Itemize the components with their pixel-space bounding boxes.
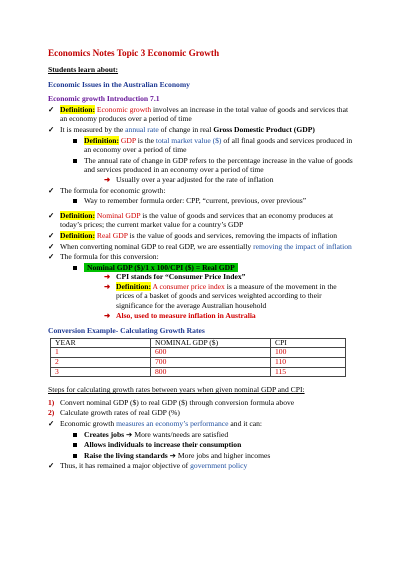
arrow-item-measure-inflation: [48, 311, 356, 321]
bullet-economic-growth-definition: [48, 105, 356, 124]
definition-label: Definition:: [60, 104, 96, 114]
term-removing-inflation: removing the impact of inflation: [253, 241, 352, 251]
text: The formula for this conversion:: [60, 252, 159, 262]
table-row: [51, 348, 346, 358]
arrow-item-cpi-definition: [48, 282, 356, 311]
text: Way to remember formula order: CPP, “current, previous, over previous”: [84, 196, 307, 206]
term-annual-rate: annual rate: [125, 124, 159, 134]
term-performance: measures an economy’s performance: [116, 419, 229, 428]
table-cell: 1: [51, 348, 151, 358]
text: is the value of goods and services that an economy produces at today’s prices; the current market value for a country’s GDP: [60, 210, 334, 230]
square-bullet-icon: [73, 454, 77, 458]
step-1: [48, 398, 356, 408]
table-cell: 115: [271, 367, 346, 377]
arrow-bullet-icon: ➜: [104, 174, 111, 184]
text: When converting nominal GDP to real GDP, we are essentially: [60, 241, 254, 251]
text: is a measure of the movement in the prices of a basket of goods and services weighted according to their significance for the average Australian household: [116, 281, 337, 311]
sub-bullet-gdp-definition: [48, 136, 356, 155]
definition-text: involves an increase in the total value of goods and services that an economy produces over a period of time: [60, 104, 349, 124]
definition-label: Definition:: [84, 135, 120, 145]
text: Economic growth: [60, 419, 117, 428]
table-header-row: [51, 338, 346, 348]
text: and it can:: [228, 419, 263, 428]
text: The annual rate of change in GDP refers to the percentage increase in the value of goods and services produced in an economy over a period of time: [84, 155, 353, 175]
definition-label: Definition:: [60, 210, 96, 220]
term-gdp: Gross Domestic Product (GDP): [213, 124, 315, 134]
text: Creates jobs: [84, 429, 125, 439]
checkmark-icon: ✓: [48, 419, 55, 428]
text: Calculate growth rates of real GDP (%): [60, 408, 180, 418]
square-bullet-icon: [73, 266, 77, 270]
table-cell: 3: [51, 367, 151, 377]
conversion-example-heading: Conversion Example- Calculating Growth Rates: [48, 326, 205, 336]
square-bullet-icon: [73, 433, 77, 437]
square-bullet-icon: [73, 199, 77, 203]
text: ➔ More jobs and higher incomes: [167, 450, 271, 460]
arrow-item-inflation-adjusted: [48, 175, 356, 185]
sub-bullet-formula: [48, 263, 356, 273]
gdp-cpi-table: [50, 338, 346, 377]
section-heading-growth: Economic growth Introduction 7.1: [48, 94, 160, 104]
checkmark-icon: ✓: [48, 252, 55, 262]
arrow-item-cpi: [48, 272, 356, 282]
text: It is measured by the: [60, 124, 126, 134]
table-cell: 700: [151, 358, 271, 368]
text: is the value of goods and services, removing the impacts of inflation: [127, 230, 338, 240]
table-row: [51, 367, 346, 377]
checkmark-icon: ✓: [48, 230, 55, 240]
bullet-nominal-gdp-definition: [48, 211, 356, 230]
steps-heading: Steps for calculating growth rates between years when given nominal GDP and CPI:: [48, 385, 305, 395]
checkmark-icon: ✓: [48, 124, 55, 134]
arrow-bullet-icon: ➜: [104, 272, 111, 282]
sub-bullet-annual-rate: [48, 156, 356, 175]
term-nominal-gdp: Nominal GDP: [96, 210, 141, 220]
bullet-government-policy: [48, 461, 356, 471]
step-number: 1): [48, 397, 55, 407]
checkmark-icon: ✓: [48, 461, 55, 471]
term-government-policy: government policy: [190, 461, 248, 471]
term-total-market-value: total market value ($): [155, 135, 222, 145]
table-header-nominal-gdp: NOMINAL GDP ($): [151, 338, 271, 348]
step-number: 2): [48, 408, 55, 418]
text: CPI stands for “Consumer Price Index”: [116, 272, 246, 282]
bullet-converting: [48, 242, 356, 252]
text: Raise the living standards: [84, 450, 168, 460]
bullet-conversion-formula: [48, 252, 356, 262]
text: Allows individuals to increase their consumption: [84, 440, 242, 450]
text: of change in real: [158, 124, 214, 134]
bullet-measures-performance: [48, 419, 356, 429]
table-cell: 600: [151, 348, 271, 358]
sub-bullet-living-standards: [48, 451, 356, 461]
square-bullet-icon: [73, 139, 77, 143]
definition-label: Definition:: [116, 281, 152, 291]
table-cell: 800: [151, 367, 271, 377]
sub-bullet-creates-jobs: [48, 430, 356, 440]
square-bullet-icon: [73, 443, 77, 447]
text: Also, used to measure inflation in Australia: [116, 310, 256, 320]
table-cell: 2: [51, 358, 151, 368]
text: The formula for economic growth:: [60, 185, 166, 195]
conversion-formula: Nominal GDP ($)/1 x 100/CPI ($) = Real GDP: [84, 263, 238, 272]
term-economic-growth: Economic growth: [96, 104, 152, 114]
bullet-real-gdp-definition: [48, 231, 356, 241]
arrow-bullet-icon: ➜: [104, 281, 111, 291]
text: Convert nominal GDP ($) to real GDP ($) through conversion formula above: [60, 397, 295, 407]
checkmark-icon: ✓: [48, 185, 55, 195]
text: Usually over a year adjusted for the rate of inflation: [116, 174, 274, 184]
definition-label: Definition:: [60, 230, 96, 240]
section-heading-issues: Economic Issues in the Australian Economy: [48, 79, 190, 89]
students-learn-heading: Students learn about:: [48, 65, 119, 74]
checkmark-icon: ✓: [48, 210, 55, 220]
table-header-year: YEAR: [51, 338, 151, 348]
table-header-cpi: CPI: [271, 338, 346, 348]
term-cpi: A consumer price index: [152, 281, 225, 291]
sub-bullet-formula-order: [48, 196, 356, 206]
sub-bullet-consumption: [48, 440, 356, 450]
arrow-bullet-icon: ➜: [104, 310, 111, 320]
text: Thus, it has remained a major objective of: [60, 461, 191, 471]
document-title: Economics Notes Topic 3 Economic Growth: [48, 48, 220, 58]
table-cell: 100: [271, 348, 346, 358]
square-bullet-icon: [73, 159, 77, 163]
term-real-gdp: Real GDP: [96, 230, 128, 240]
text: is the: [135, 135, 156, 145]
table-row: [51, 358, 346, 368]
text: ➔ More wants/needs are satisfied: [124, 429, 229, 439]
step-2: [48, 408, 356, 418]
checkmark-icon: ✓: [48, 241, 55, 251]
text: of all final goods and services produced in an economy over a period of time: [84, 135, 353, 155]
term-gdp-red: GDP: [120, 135, 136, 145]
bullet-formula-growth: [48, 186, 356, 196]
bullet-measured-by: [48, 125, 356, 135]
checkmark-icon: ✓: [48, 104, 55, 114]
table-cell: 110: [271, 358, 346, 368]
